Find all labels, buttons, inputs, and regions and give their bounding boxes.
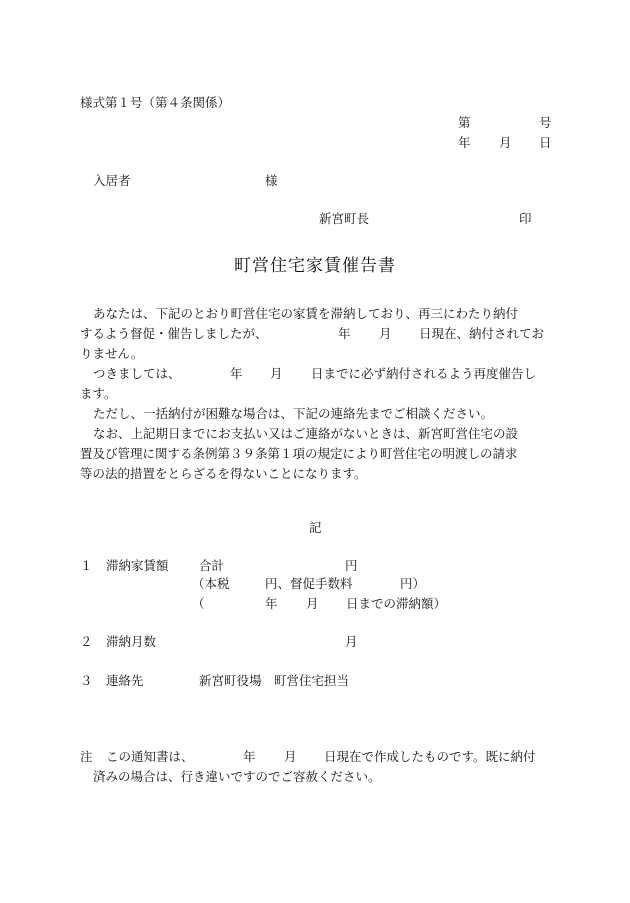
body-p2-line1b: 年	[230, 366, 243, 381]
body-p4-line1: なお、上記期日までにお支払い又はご連絡がないときは、新宮町営住宅の設	[93, 426, 519, 441]
item-1-period-close: 日までの滞納額）	[346, 596, 447, 611]
item-1-period-month: 月	[306, 596, 319, 611]
item-1-tax-unit: 円、督促手数料	[265, 576, 353, 591]
date-year: 年	[458, 135, 471, 150]
body-p1-line2b: 年	[338, 326, 351, 341]
note-line2: 済みの場合は、行き違いですのでご容赦ください。	[93, 769, 381, 784]
body-p1-line2c: 月	[379, 326, 392, 341]
body-p2-line2: ます。	[80, 386, 117, 401]
sender-seal: 印	[519, 211, 532, 226]
ki-label: 記	[309, 520, 322, 535]
note-label: 注	[80, 749, 93, 764]
item-3-label: 連絡先	[106, 673, 144, 688]
date-month: 月	[499, 135, 512, 150]
body-p1-line1: あなたは、下記のとおり町営住宅の家賃を滞納しており、再三にわたり納付	[93, 306, 519, 321]
item-1-period-year: 年	[265, 596, 278, 611]
item-3-value: 新宮町役場 町営住宅担当	[199, 673, 350, 688]
item-2-unit: 月	[345, 634, 358, 649]
item-1-period-open: （	[192, 596, 205, 611]
note-line1c: 月	[284, 749, 297, 764]
form-label: 様式第１号（第４条関係）	[80, 95, 231, 110]
body-p3-line1: ただし、一括納付が困難な場合は、下記の連絡先までご相談ください。	[93, 406, 494, 421]
item-1-total-unit: 円	[345, 558, 358, 573]
body-p4-line2: 置及び管理に関する条例第３９条第１項の規定により町営住宅の明渡しの請求	[80, 446, 518, 461]
item-1-num: １	[80, 558, 93, 573]
sender-name: 新宮町長	[319, 211, 370, 226]
document-title: 町営住宅家賃催告書	[234, 256, 396, 276]
item-1-fee-unit: 円）	[400, 576, 426, 591]
item-2-num: ２	[80, 634, 93, 649]
item-1-total-label: 合計	[199, 558, 225, 573]
number-dai: 第	[458, 115, 471, 130]
item-2-label: 滞納月数	[106, 634, 157, 649]
body-p1-line3: りません。	[80, 346, 144, 361]
body-p2-line1a: つきましては、	[93, 366, 181, 381]
addressee-honorific: 様	[265, 173, 278, 188]
item-3-num: ３	[80, 673, 93, 688]
number-go: 号	[539, 115, 552, 130]
body-p2-line1c: 月	[270, 366, 283, 381]
item-1-label: 滞納家賃額	[106, 558, 169, 573]
addressee-label: 入居者	[93, 173, 131, 188]
note-line1d: 日現在で作成したものです。既に納付	[324, 749, 536, 764]
note-line1b: 年	[243, 749, 256, 764]
item-1-tax-open: （本税	[192, 576, 230, 591]
body-p2-line1d: 日までに必ず納付されるよう再度催告し	[311, 366, 537, 381]
body-p1-line2d: 日現在、納付されてお	[419, 326, 545, 341]
body-p1-line2a: するよう督促・催告しましたが、	[80, 326, 268, 341]
date-day: 日	[539, 135, 552, 150]
body-p4-line3: 等の法的措置をとらざるを得ないことになります。	[80, 466, 367, 481]
note-line1a: この通知書は、	[106, 749, 194, 764]
